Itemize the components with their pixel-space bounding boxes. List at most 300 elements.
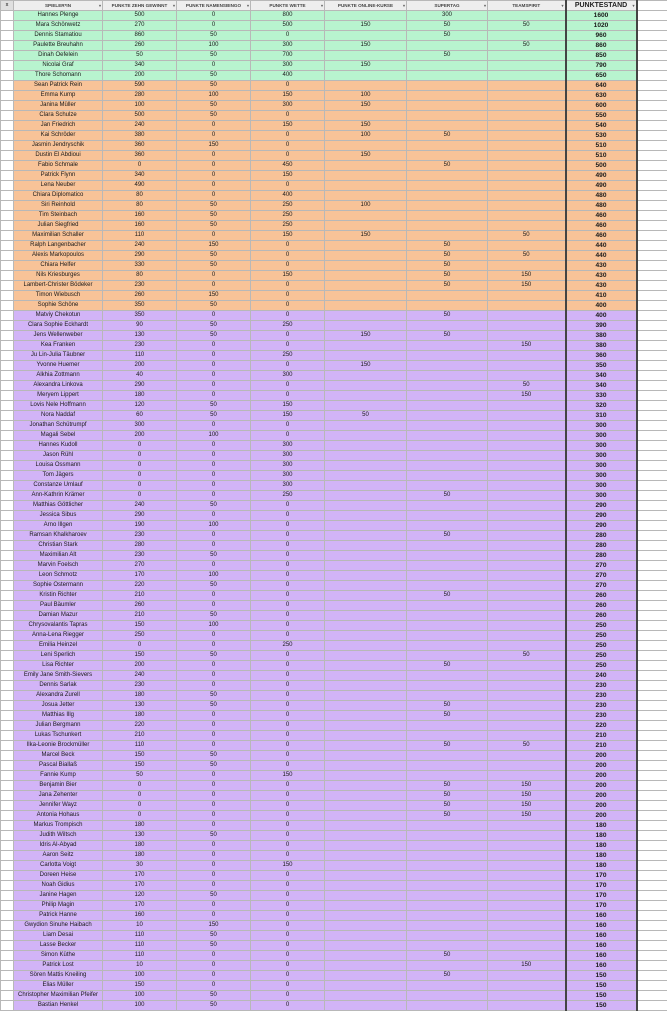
player-name-cell[interactable]: Carlotta Voigt — [14, 861, 103, 871]
wette-cell[interactable]: 0 — [251, 941, 325, 951]
namensbingo-cell[interactable]: 150 — [177, 141, 251, 151]
empty-column-header[interactable] — [637, 1, 667, 11]
empty-cell[interactable] — [637, 531, 667, 541]
online-kurse-cell[interactable] — [325, 681, 407, 691]
namensbingo-cell[interactable]: 0 — [177, 841, 251, 851]
online-kurse-cell[interactable] — [325, 281, 407, 291]
supertag-cell[interactable] — [407, 181, 488, 191]
wette-cell[interactable]: 0 — [251, 931, 325, 941]
player-name-cell[interactable]: Kristin Richter — [14, 591, 103, 601]
row-gutter[interactable] — [1, 811, 14, 821]
zehn-gewinnt-cell[interactable]: 110 — [103, 931, 177, 941]
wette-cell[interactable]: 0 — [251, 851, 325, 861]
online-kurse-cell[interactable] — [325, 971, 407, 981]
empty-cell[interactable] — [637, 871, 667, 881]
row-gutter[interactable] — [1, 691, 14, 701]
punktestand-cell[interactable]: 250 — [566, 651, 637, 661]
player-name-cell[interactable]: Philip Magin — [14, 901, 103, 911]
row-gutter[interactable] — [1, 551, 14, 561]
empty-cell[interactable] — [637, 961, 667, 971]
player-name-cell[interactable]: Hannes Kudoll — [14, 441, 103, 451]
punktestand-cell[interactable]: 260 — [566, 591, 637, 601]
row-gutter[interactable] — [1, 41, 14, 51]
wette-cell[interactable]: 300 — [251, 371, 325, 381]
player-name-cell[interactable]: Sophie Schöne — [14, 301, 103, 311]
wette-cell[interactable]: 0 — [251, 591, 325, 601]
zehn-gewinnt-cell[interactable]: 80 — [103, 191, 177, 201]
empty-cell[interactable] — [637, 611, 667, 621]
wette-cell[interactable]: 0 — [251, 781, 325, 791]
row-gutter[interactable] — [1, 711, 14, 721]
online-kurse-cell[interactable] — [325, 921, 407, 931]
namensbingo-cell[interactable]: 0 — [177, 711, 251, 721]
wette-cell[interactable]: 0 — [251, 981, 325, 991]
online-kurse-cell[interactable] — [325, 791, 407, 801]
zehn-gewinnt-cell[interactable]: 190 — [103, 521, 177, 531]
namensbingo-cell[interactable]: 0 — [177, 911, 251, 921]
supertag-cell[interactable] — [407, 871, 488, 881]
teamspirit-cell[interactable] — [488, 361, 566, 371]
player-name-cell[interactable]: Josua Jetter — [14, 701, 103, 711]
punktestand-cell[interactable]: 460 — [566, 221, 637, 231]
empty-cell[interactable] — [637, 361, 667, 371]
row-gutter[interactable] — [1, 531, 14, 541]
teamspirit-cell[interactable] — [488, 121, 566, 131]
player-name-cell[interactable]: Jan Friedrich — [14, 121, 103, 131]
teamspirit-cell[interactable] — [488, 641, 566, 651]
wette-cell[interactable]: 0 — [251, 521, 325, 531]
teamspirit-cell[interactable] — [488, 351, 566, 361]
row-gutter[interactable] — [1, 201, 14, 211]
wette-cell[interactable]: 0 — [251, 681, 325, 691]
online-kurse-cell[interactable] — [325, 561, 407, 571]
punktestand-cell[interactable]: 280 — [566, 531, 637, 541]
zehn-gewinnt-cell[interactable]: 590 — [103, 81, 177, 91]
row-gutter[interactable] — [1, 151, 14, 161]
teamspirit-cell[interactable] — [488, 511, 566, 521]
teamspirit-cell[interactable]: 50 — [488, 381, 566, 391]
zehn-gewinnt-cell[interactable]: 80 — [103, 201, 177, 211]
row-gutter[interactable] — [1, 421, 14, 431]
teamspirit-cell[interactable]: 150 — [488, 801, 566, 811]
zehn-gewinnt-cell[interactable]: 240 — [103, 241, 177, 251]
wette-cell[interactable]: 250 — [251, 201, 325, 211]
zehn-gewinnt-cell[interactable]: 260 — [103, 291, 177, 301]
player-name-cell[interactable]: Lukas Tschunkert — [14, 731, 103, 741]
online-kurse-cell[interactable] — [325, 861, 407, 871]
online-kurse-cell[interactable] — [325, 631, 407, 641]
supertag-cell[interactable] — [407, 341, 488, 351]
online-kurse-cell[interactable] — [325, 951, 407, 961]
online-kurse-cell[interactable] — [325, 601, 407, 611]
teamspirit-cell[interactable] — [488, 491, 566, 501]
namensbingo-cell[interactable]: 0 — [177, 961, 251, 971]
punktestand-cell[interactable]: 180 — [566, 851, 637, 861]
online-kurse-cell[interactable] — [325, 721, 407, 731]
namensbingo-cell[interactable]: 0 — [177, 741, 251, 751]
wette-cell[interactable]: 250 — [251, 321, 325, 331]
zehn-gewinnt-cell[interactable]: 0 — [103, 811, 177, 821]
teamspirit-cell[interactable] — [488, 181, 566, 191]
empty-cell[interactable] — [637, 431, 667, 441]
empty-cell[interactable] — [637, 971, 667, 981]
supertag-cell[interactable]: 50 — [407, 261, 488, 271]
row-gutter[interactable] — [1, 21, 14, 31]
namensbingo-cell[interactable]: 50 — [177, 71, 251, 81]
supertag-cell[interactable] — [407, 841, 488, 851]
player-name-cell[interactable]: Alexandra Linkova — [14, 381, 103, 391]
namensbingo-cell[interactable]: 100 — [177, 431, 251, 441]
row-gutter[interactable] — [1, 271, 14, 281]
wette-cell[interactable]: 0 — [251, 831, 325, 841]
punktestand-cell[interactable]: 530 — [566, 131, 637, 141]
punktestand-cell[interactable]: 250 — [566, 631, 637, 641]
supertag-cell[interactable] — [407, 761, 488, 771]
empty-cell[interactable] — [637, 541, 667, 551]
online-kurse-cell[interactable] — [325, 421, 407, 431]
supertag-cell[interactable]: 50 — [407, 241, 488, 251]
player-name-cell[interactable]: Nora Naddaf — [14, 411, 103, 421]
zehn-gewinnt-cell[interactable]: 0 — [103, 461, 177, 471]
player-name-cell[interactable]: Simon Küthe — [14, 951, 103, 961]
teamspirit-cell[interactable] — [488, 631, 566, 641]
supertag-cell[interactable] — [407, 541, 488, 551]
punktestand-cell[interactable]: 240 — [566, 671, 637, 681]
punktestand-cell[interactable]: 300 — [566, 461, 637, 471]
row-gutter[interactable] — [1, 91, 14, 101]
player-name-cell[interactable]: Benjamin Bier — [14, 781, 103, 791]
teamspirit-cell[interactable]: 150 — [488, 271, 566, 281]
empty-cell[interactable] — [637, 441, 667, 451]
namensbingo-cell[interactable]: 50 — [177, 51, 251, 61]
empty-cell[interactable] — [637, 981, 667, 991]
wette-cell[interactable]: 0 — [251, 841, 325, 851]
zehn-gewinnt-cell[interactable]: 130 — [103, 831, 177, 841]
supertag-cell[interactable] — [407, 691, 488, 701]
row-gutter[interactable] — [1, 251, 14, 261]
player-name-cell[interactable]: Aaron Seitz — [14, 851, 103, 861]
empty-cell[interactable] — [637, 81, 667, 91]
zehn-gewinnt-cell[interactable]: 130 — [103, 701, 177, 711]
row-gutter[interactable] — [1, 291, 14, 301]
player-name-cell[interactable]: Ramsan Khalkharoev — [14, 531, 103, 541]
namensbingo-cell[interactable]: 50 — [177, 251, 251, 261]
wette-cell[interactable]: 0 — [251, 891, 325, 901]
namensbingo-cell[interactable]: 0 — [177, 391, 251, 401]
row-gutter[interactable] — [1, 261, 14, 271]
teamspirit-cell[interactable] — [488, 141, 566, 151]
wette-cell[interactable]: 150 — [251, 411, 325, 421]
wette-cell[interactable]: 300 — [251, 101, 325, 111]
player-name-cell[interactable]: Maximilian Schaller — [14, 231, 103, 241]
teamspirit-cell[interactable] — [488, 411, 566, 421]
row-gutter[interactable] — [1, 541, 14, 551]
punktestand-cell[interactable]: 380 — [566, 341, 637, 351]
punktestand-cell[interactable]: 270 — [566, 581, 637, 591]
supertag-cell[interactable] — [407, 521, 488, 531]
teamspirit-cell[interactable]: 150 — [488, 811, 566, 821]
teamspirit-cell[interactable] — [488, 731, 566, 741]
supertag-cell[interactable] — [407, 511, 488, 521]
wette-cell[interactable]: 0 — [251, 551, 325, 561]
namensbingo-cell[interactable]: 0 — [177, 451, 251, 461]
zehn-gewinnt-cell[interactable]: 0 — [103, 801, 177, 811]
supertag-cell[interactable]: 50 — [407, 131, 488, 141]
punktestand-cell[interactable]: 230 — [566, 681, 637, 691]
empty-cell[interactable] — [637, 11, 667, 21]
row-gutter[interactable] — [1, 451, 14, 461]
player-name-cell[interactable]: Matthias Göttlicher — [14, 501, 103, 511]
online-kurse-cell[interactable] — [325, 761, 407, 771]
teamspirit-cell[interactable] — [488, 471, 566, 481]
supertag-cell[interactable]: 50 — [407, 951, 488, 961]
row-gutter[interactable] — [1, 971, 14, 981]
zehn-gewinnt-cell[interactable]: 270 — [103, 561, 177, 571]
empty-cell[interactable] — [637, 151, 667, 161]
teamspirit-cell[interactable] — [488, 861, 566, 871]
zehn-gewinnt-cell[interactable]: 40 — [103, 371, 177, 381]
teamspirit-cell[interactable]: 50 — [488, 251, 566, 261]
namensbingo-cell[interactable]: 50 — [177, 751, 251, 761]
supertag-cell[interactable] — [407, 391, 488, 401]
online-kurse-cell[interactable] — [325, 481, 407, 491]
column-header-wette[interactable]: PUNKTE WETTE ▾ — [251, 1, 325, 11]
punktestand-cell[interactable]: 960 — [566, 31, 637, 41]
namensbingo-cell[interactable]: 50 — [177, 331, 251, 341]
teamspirit-cell[interactable] — [488, 221, 566, 231]
zehn-gewinnt-cell[interactable]: 50 — [103, 771, 177, 781]
player-name-cell[interactable]: Thore Schomann — [14, 71, 103, 81]
wette-cell[interactable]: 0 — [251, 261, 325, 271]
row-gutter[interactable] — [1, 871, 14, 881]
zehn-gewinnt-cell[interactable]: 490 — [103, 181, 177, 191]
column-header-namensbingo[interactable]: PUNKTE NAMENSBINGO ▾ — [177, 1, 251, 11]
punktestand-cell[interactable]: 270 — [566, 571, 637, 581]
supertag-cell[interactable] — [407, 351, 488, 361]
empty-cell[interactable] — [637, 921, 667, 931]
namensbingo-cell[interactable]: 0 — [177, 131, 251, 141]
teamspirit-cell[interactable] — [488, 171, 566, 181]
row-gutter[interactable] — [1, 611, 14, 621]
zehn-gewinnt-cell[interactable]: 180 — [103, 851, 177, 861]
teamspirit-cell[interactable] — [488, 291, 566, 301]
row-gutter[interactable] — [1, 671, 14, 681]
empty-cell[interactable] — [637, 211, 667, 221]
player-name-cell[interactable]: Fabio Schmale — [14, 161, 103, 171]
supertag-cell[interactable] — [407, 461, 488, 471]
row-gutter[interactable] — [1, 761, 14, 771]
zehn-gewinnt-cell[interactable]: 90 — [103, 321, 177, 331]
row-gutter[interactable] — [1, 321, 14, 331]
namensbingo-cell[interactable]: 0 — [177, 561, 251, 571]
online-kurse-cell[interactable] — [325, 771, 407, 781]
player-name-cell[interactable]: Jens Wellenweber — [14, 331, 103, 341]
punktestand-cell[interactable]: 480 — [566, 191, 637, 201]
teamspirit-cell[interactable] — [488, 611, 566, 621]
wette-cell[interactable]: 0 — [251, 921, 325, 931]
online-kurse-cell[interactable]: 150 — [325, 121, 407, 131]
supertag-cell[interactable] — [407, 61, 488, 71]
supertag-cell[interactable] — [407, 961, 488, 971]
online-kurse-cell[interactable]: 50 — [325, 411, 407, 421]
online-kurse-cell[interactable] — [325, 311, 407, 321]
online-kurse-cell[interactable] — [325, 31, 407, 41]
namensbingo-cell[interactable]: 50 — [177, 321, 251, 331]
online-kurse-cell[interactable] — [325, 811, 407, 821]
supertag-cell[interactable] — [407, 551, 488, 561]
empty-cell[interactable] — [637, 371, 667, 381]
player-name-cell[interactable]: Clara Schulze — [14, 111, 103, 121]
column-header-supertag[interactable]: SUPERTAG ▾ — [407, 1, 488, 11]
teamspirit-cell[interactable] — [488, 51, 566, 61]
teamspirit-cell[interactable] — [488, 81, 566, 91]
empty-cell[interactable] — [637, 581, 667, 591]
zehn-gewinnt-cell[interactable]: 240 — [103, 121, 177, 131]
zehn-gewinnt-cell[interactable]: 250 — [103, 631, 177, 641]
row-gutter[interactable] — [1, 821, 14, 831]
supertag-cell[interactable]: 50 — [407, 591, 488, 601]
zehn-gewinnt-cell[interactable]: 120 — [103, 891, 177, 901]
player-name-cell[interactable]: Jennifer Wayz — [14, 801, 103, 811]
supertag-cell[interactable]: 50 — [407, 661, 488, 671]
punktestand-cell[interactable]: 400 — [566, 301, 637, 311]
wette-cell[interactable]: 0 — [251, 151, 325, 161]
punktestand-cell[interactable]: 250 — [566, 621, 637, 631]
teamspirit-cell[interactable] — [488, 551, 566, 561]
row-gutter[interactable] — [1, 311, 14, 321]
teamspirit-cell[interactable] — [488, 441, 566, 451]
teamspirit-cell[interactable] — [488, 71, 566, 81]
supertag-cell[interactable] — [407, 421, 488, 431]
row-gutter[interactable] — [1, 191, 14, 201]
online-kurse-cell[interactable] — [325, 501, 407, 511]
supertag-cell[interactable] — [407, 911, 488, 921]
wette-cell[interactable]: 0 — [251, 751, 325, 761]
punktestand-cell[interactable]: 200 — [566, 771, 637, 781]
online-kurse-cell[interactable] — [325, 541, 407, 551]
empty-cell[interactable] — [637, 881, 667, 891]
online-kurse-cell[interactable]: 150 — [325, 21, 407, 31]
teamspirit-cell[interactable] — [488, 211, 566, 221]
wette-cell[interactable]: 0 — [251, 701, 325, 711]
row-gutter[interactable] — [1, 101, 14, 111]
supertag-cell[interactable] — [407, 81, 488, 91]
supertag-cell[interactable] — [407, 441, 488, 451]
zehn-gewinnt-cell[interactable]: 860 — [103, 31, 177, 41]
teamspirit-cell[interactable] — [488, 911, 566, 921]
wette-cell[interactable]: 150 — [251, 771, 325, 781]
wette-cell[interactable]: 150 — [251, 121, 325, 131]
row-gutter[interactable] — [1, 961, 14, 971]
row-gutter[interactable] — [1, 371, 14, 381]
online-kurse-cell[interactable] — [325, 191, 407, 201]
row-gutter[interactable] — [1, 491, 14, 501]
row-gutter[interactable] — [1, 591, 14, 601]
player-name-cell[interactable]: Chiara Helfer — [14, 261, 103, 271]
player-name-cell[interactable]: Magali Sebel — [14, 431, 103, 441]
zehn-gewinnt-cell[interactable]: 230 — [103, 551, 177, 561]
row-gutter[interactable] — [1, 301, 14, 311]
punktestand-cell[interactable]: 160 — [566, 921, 637, 931]
empty-cell[interactable] — [637, 351, 667, 361]
online-kurse-cell[interactable] — [325, 751, 407, 761]
teamspirit-cell[interactable] — [488, 421, 566, 431]
namensbingo-cell[interactable]: 0 — [177, 531, 251, 541]
empty-cell[interactable] — [637, 861, 667, 871]
player-name-cell[interactable]: Dustin El Abdioui — [14, 151, 103, 161]
punktestand-cell[interactable]: 300 — [566, 491, 637, 501]
empty-cell[interactable] — [637, 51, 667, 61]
player-name-cell[interactable]: Matthias Illg — [14, 711, 103, 721]
online-kurse-cell[interactable] — [325, 181, 407, 191]
wette-cell[interactable]: 250 — [251, 491, 325, 501]
wette-cell[interactable]: 0 — [251, 181, 325, 191]
online-kurse-cell[interactable] — [325, 1001, 407, 1011]
zehn-gewinnt-cell[interactable]: 230 — [103, 531, 177, 541]
teamspirit-cell[interactable]: 150 — [488, 791, 566, 801]
online-kurse-cell[interactable] — [325, 891, 407, 901]
empty-cell[interactable] — [637, 231, 667, 241]
namensbingo-cell[interactable]: 50 — [177, 401, 251, 411]
player-name-cell[interactable]: Bastian Henkel — [14, 1001, 103, 1011]
supertag-cell[interactable]: 50 — [407, 51, 488, 61]
wette-cell[interactable]: 0 — [251, 331, 325, 341]
player-name-cell[interactable]: Doreen Heise — [14, 871, 103, 881]
namensbingo-cell[interactable]: 0 — [177, 121, 251, 131]
filter-dropdown-icon[interactable]: ▾ — [320, 3, 323, 8]
punktestand-cell[interactable]: 230 — [566, 701, 637, 711]
empty-cell[interactable] — [637, 621, 667, 631]
empty-cell[interactable] — [637, 511, 667, 521]
teamspirit-cell[interactable] — [488, 621, 566, 631]
empty-cell[interactable] — [637, 121, 667, 131]
player-name-cell[interactable]: Chrysovalantis Tapras — [14, 621, 103, 631]
teamspirit-cell[interactable] — [488, 111, 566, 121]
player-name-cell[interactable]: Alexandra Zurell — [14, 691, 103, 701]
punktestand-cell[interactable]: 510 — [566, 141, 637, 151]
punktestand-cell[interactable]: 200 — [566, 761, 637, 771]
wette-cell[interactable]: 0 — [251, 531, 325, 541]
wette-cell[interactable]: 0 — [251, 671, 325, 681]
zehn-gewinnt-cell[interactable]: 360 — [103, 141, 177, 151]
supertag-cell[interactable]: 50 — [407, 781, 488, 791]
teamspirit-cell[interactable] — [488, 461, 566, 471]
teamspirit-cell[interactable] — [488, 531, 566, 541]
supertag-cell[interactable]: 50 — [407, 971, 488, 981]
punktestand-cell[interactable]: 650 — [566, 71, 637, 81]
online-kurse-cell[interactable] — [325, 831, 407, 841]
online-kurse-cell[interactable] — [325, 531, 407, 541]
empty-cell[interactable] — [637, 681, 667, 691]
punktestand-cell[interactable]: 500 — [566, 161, 637, 171]
player-name-cell[interactable]: Hannes Plenge — [14, 11, 103, 21]
online-kurse-cell[interactable] — [325, 271, 407, 281]
zehn-gewinnt-cell[interactable]: 110 — [103, 351, 177, 361]
supertag-cell[interactable]: 50 — [407, 531, 488, 541]
player-name-cell[interactable]: Clara Sophie Eckhardt — [14, 321, 103, 331]
wette-cell[interactable]: 300 — [251, 461, 325, 471]
empty-cell[interactable] — [637, 711, 667, 721]
zehn-gewinnt-cell[interactable]: 210 — [103, 591, 177, 601]
empty-cell[interactable] — [637, 501, 667, 511]
empty-cell[interactable] — [637, 651, 667, 661]
online-kurse-cell[interactable] — [325, 251, 407, 261]
namensbingo-cell[interactable]: 150 — [177, 921, 251, 931]
row-gutter[interactable] — [1, 241, 14, 251]
zehn-gewinnt-cell[interactable]: 100 — [103, 101, 177, 111]
supertag-cell[interactable] — [407, 981, 488, 991]
supertag-cell[interactable] — [407, 191, 488, 201]
